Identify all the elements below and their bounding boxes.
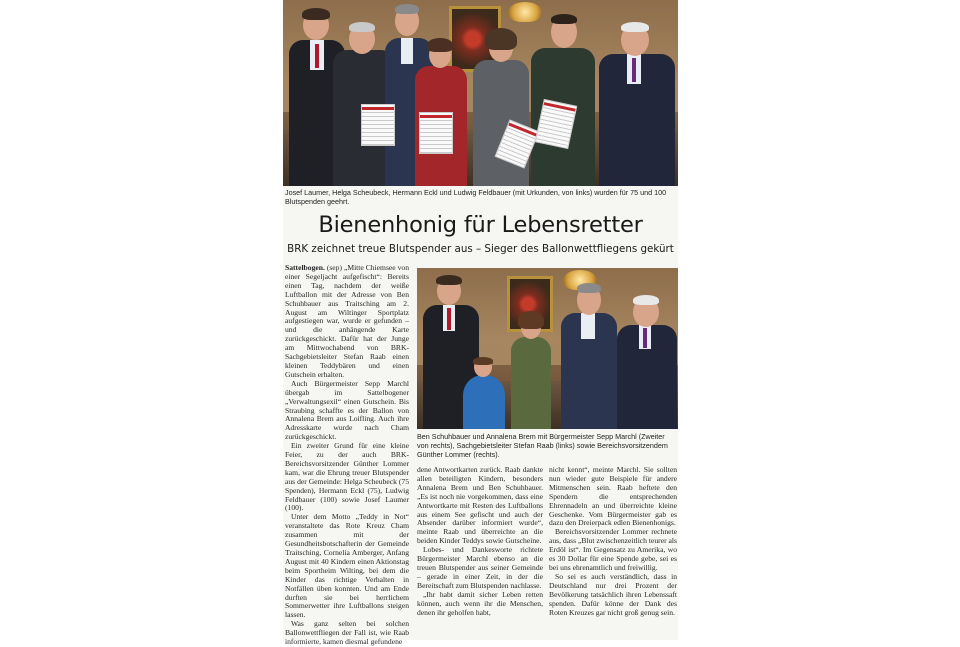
article-column-1: [285, 263, 409, 647]
paragraph: Lobes- und Dankesworte richtete Bürgermeister Marchl ebenso an die treuen Blutspender aus seiner Gemeinde – gerade in einer Zeit, in der die Bereitschaft zum Blutspenden nachlasse.: [417, 545, 543, 590]
headline: Bienenhonig für Lebensretter: [318, 212, 643, 238]
paragraph: Bereichsvorsitzender Lommer rechnete aus, dass „Blut zwischenzeitlich teurer als Erdöl ist“. Im Gegensatz zu Amerika, wo es 30 Dollar für eine Spende gebe, sei es bei uns ehrenamtlich und freiwillig.: [549, 527, 677, 572]
dateline: Sattelbogen.: [285, 263, 325, 272]
newspaper-clipping: [283, 0, 678, 647]
certificate: [361, 104, 395, 146]
subheadline: BRK zeichnet treue Blutspender aus – Sieger des Ballonwettfliegens gekürt: [287, 243, 674, 255]
photo-balloon-winners: [417, 268, 678, 429]
photo-caption-middle: Ben Schuhbauer und Annalena Brem mit Bürgermeister Sepp Marchl (Zweiter von rechts), Sachgebietsleiter Stefan Raab (links) sowie Bereichsvorsitzendem Günther Lommer (rechts).: [417, 432, 668, 459]
photo-blood-donors: [283, 0, 678, 186]
paragraph: dene Antwortkarten zurück. Raab dankte allen beteiligten Kindern, besonders Annalena Brem und Ben Schuhbauer. „Es ist noch nie vorgekommen, dass eine Antwortkarte mit Resten des Luftballons aus einem See gefischt und auch der Absender darüber informiert wurde“, meinte Raab und überreichte an die beiden Kinder Teddys sowie Gutscheine.: [417, 465, 543, 546]
photo-caption-top: Josef Laumer, Helga Scheubeck, Hermann Eckl und Ludwig Feldbauer (mit Urkunden, von links) wurden für 75 und 100 Blutspenden geehrt.: [285, 188, 667, 206]
paragraph: nicht kennt“, meinte Marchl. Sie sollten nun wieder gute Beispiele für andere Mitmenschen sein. Raab heftete den Spendern die entsprechenden Ehrennadeln an und überreichte kleine Geschenke. Vom Bürgermeister gab es dazu den Dreierpack edlen Bienenhonigs.: [549, 465, 677, 528]
paragraph: Ein zweiter Grund für eine kleine Feier, zu der auch BRK-Bereichsvorsitzender Günther Lommer kam, war die Ehrung treuer Blutspender aus der Gemeinde: Helga Scheubeck (75 Spenden), Hermann Eckl (75), Ludwig Feldbauer (100) sowie Josef Laumer (100).: [285, 441, 409, 513]
paragraph: (sep) „Mitte Chiemsee von einer Segeljacht aufgefischt“: Bereits einen Tag, nachdem der weiße Luftballon mit der Adresse von Ben Schuhbauer aus Traitsching am 2. August am Wiltinger Sportplatz aufgestiegen war, wurde er gefunden – und die anhängende Karte zurückgeschickt. Dafür hat der Junge am Mittwochabend von BRK-Sachgebietsleiter Stefan Raab einen kleinen Teddybären und einen Gutschein erhalten.: [285, 263, 409, 379]
article-column-3: [549, 466, 677, 640]
paragraph: „Ihr habt damit sicher Leben retten können, auch wenn ihr die Menschen, denen ihr geholfen habt,: [417, 589, 543, 617]
certificate: [419, 112, 453, 154]
paragraph: Was ganz selten bei solchen Ballonwettfliegen der Fall ist, wie Raab informierte, kamen diesmal gefundene: [285, 619, 409, 647]
article-column-2: [417, 466, 543, 640]
paragraph: So sei es auch verständlich, dass in Deutschland nur drei Prozent der Bevölkerung tatsächlich ihren Lebenssaft spenden. Dafür könne der Dank des Roten Kreuzes gar nicht groß genug sein.: [549, 571, 677, 617]
paragraph: Unter dem Motto „Teddy in Not“ veranstaltete das Rote Kreuz Cham zusammen mit der Gesundheitsbotschafterin der Gemeinde Traitsching, Cornelia Amberger, Anfang August mit 40 Kindern einen Aktionstag beim Sportheim Wilting, bei dem die Kinder das richtige Verhalten in Notfällen üben konnten. Und am Ende durften sie bei herrlichem Sommerwetter ihre Luftballons steigen lassen.: [285, 512, 409, 620]
paragraph: Auch Bürgermeister Sepp Marchl übergab im Sattelbogener „Verwaltungsexil“ einen Gutschein. Bis Straubing schaffte es der Ballon von Annalena Brem aus Loifling. Auch ihre Adresskarte wurde nach Cham zurückgeschickt.: [285, 378, 409, 442]
